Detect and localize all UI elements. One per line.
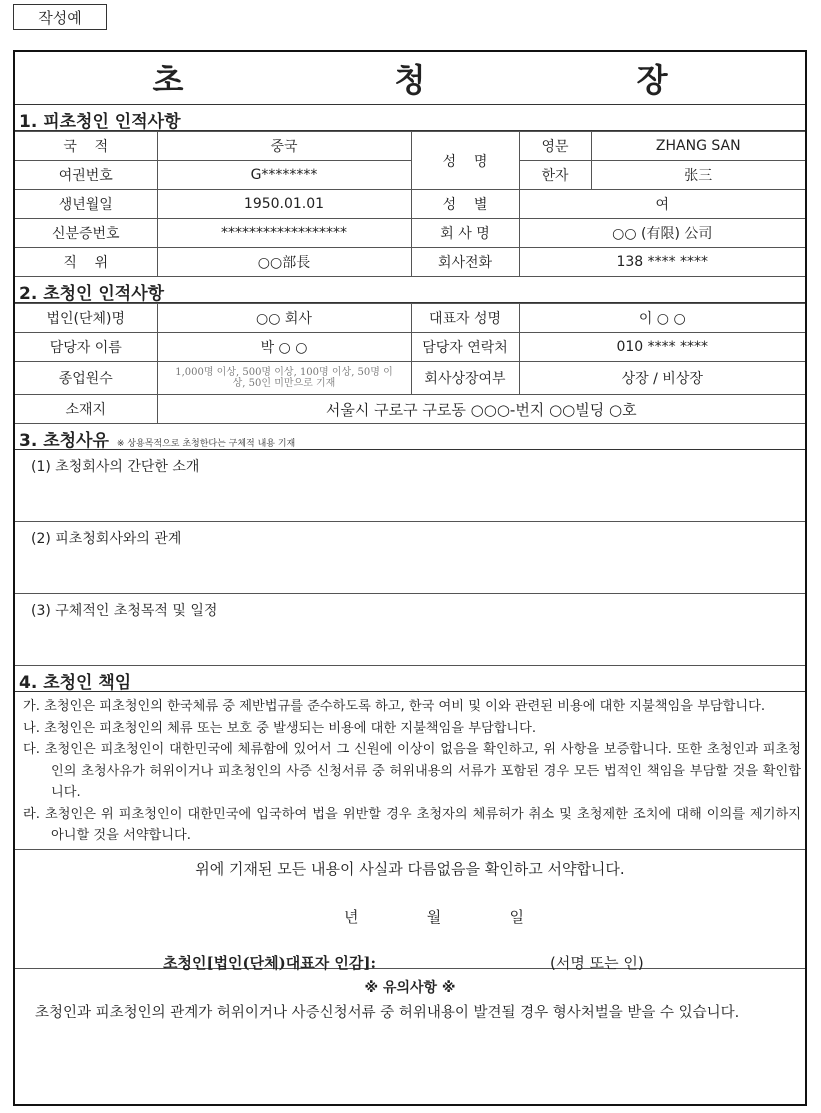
example-tag: 작성예 [13,4,107,30]
company-label: 회 사 명 [411,219,519,248]
passport-value: G******** [157,161,411,190]
section3-heading: 3. 초청사유 ※ 상용목적으로 초청한다는 구체적 내용 기재 [15,424,805,450]
rep-label: 대표자 성명 [411,304,519,333]
nationality-value: 중국 [157,132,411,161]
nationality-label: 국 적 [15,132,157,161]
signature-hint: (서명 또는 인) [550,953,644,972]
sex-label: 성 별 [411,190,519,219]
english-name: ZHANG SAN [591,132,805,161]
name-label: 성 명 [411,132,519,190]
employees-label: 종업원수 [15,362,157,395]
notice-text: 초청인과 피초청인의 관계가 허위이거나 사증신청서류 중 허위내용이 발견될 경우 형사처벌을 받을 수 있습니다. [35,1004,740,1021]
day-label: 일 [509,907,524,926]
company-phone-value: 138 **** **** [519,248,805,277]
sex-value: 여 [519,190,805,219]
address-label: 소재지 [15,395,157,424]
birth-value: 1950.01.01 [157,190,411,219]
company-value: ○○ (有限) 公司 [519,219,805,248]
id-label: 신분증번호 [15,219,157,248]
signer-label: 초청인[법인(단체)대표자 인감]: [163,953,377,972]
manager-contact-value: 010 **** **** [519,333,805,362]
position-value: ○○部長 [157,248,411,277]
id-value: ****************** [157,219,411,248]
rep-value: 이 ○ ○ [519,304,805,333]
address-value: 서울시 구로구 구로동 ○○○-번지 ○○빌딩 ○호 [157,395,805,424]
birth-label: 생년월일 [15,190,157,219]
chinese-name: 张三 [591,161,805,190]
month-label: 월 [426,907,442,926]
responsibility-list [15,692,805,850]
responsibility-d: 라. 초청인은 위 피초청인이 대한민국에 입국하여 법을 위반할 경우 초청자의 체류허가 취소 및 초청제한 조치에 대해 이의를 제기하지 아니할 것을 서약합니다. [23,806,801,843]
inviter-table [15,303,805,424]
year-label: 년 [344,907,359,926]
manager-value: 박 ○ ○ [157,333,411,362]
reason-purpose: (3) 구체적인 초청목적 및 일정 [15,594,805,666]
section3-note: ※ 상용목적으로 초청한다는 구체적 내용 기재 [116,439,296,449]
reason-relationship: (2) 피초청회사와의 관계 [15,522,805,594]
responsibility-c: 다. 초청인은 피초청인이 대한민국에 체류함에 있어서 그 신원에 이상이 없음을 확인하고, 위 사항을 보증합니다. 또한 초청인과 피초청인의 초청사유가 허위이거나 피초청인의 사증 신청서류 중 허위내용의 서류가 포함된 경우 모든 법적인 책임을 부담할 것을 확인합니다. [23,742,801,800]
responsibility-b: 나. 초청인은 피초청인의 체류 또는 보호 중 발생되는 비용에 대한 지불책임을 부담합니다. [23,720,537,736]
section1-heading: 1. 피초청인 인적사항 [15,105,805,131]
invitee-table [15,131,805,277]
position-label: 직 위 [15,248,157,277]
listed-value: 상장 / 비상장 [519,362,805,395]
english-label: 영문 [519,132,591,161]
listed-label: 회사상장여부 [411,362,519,395]
responsibility-a: 가. 초청인은 피초청인의 한국체류 중 제반법규를 준수하도록 하고, 한국 여비 및 이와 관련된 비용에 대한 지불책임을 부담합니다. [23,699,766,714]
confirmation [15,850,805,972]
manager-contact-label: 담당자 연락처 [411,333,519,362]
form-title: 초 청 장 [15,52,805,105]
reason-intro: (1) 초청회사의 간단한 소개 [15,450,805,522]
passport-label: 여권번호 [15,161,157,190]
date-fields [344,906,524,927]
invitation-form [13,50,807,1106]
chinese-label: 한자 [519,161,591,190]
company-phone-label: 회사전화 [411,248,519,277]
manager-label: 담당자 이름 [15,333,157,362]
section2-heading: 2. 초청인 인적사항 [15,277,805,303]
notice-heading: ※ 유의사항 ※ [364,979,456,996]
section4-heading: 4. 초청인 책임 [15,666,805,692]
corp-value: ○○ 회사 [157,304,411,333]
confirm-statement: 위에 기재된 모든 내용이 사실과 다름없음을 확인하고 서약합니다. [195,859,625,878]
employees-hint: 1,000명 이상, 500명 이상, 100명 이상, 50명 이상, 50인 미만으로 기재 [157,362,411,395]
corp-label: 법인(단체)명 [15,304,157,333]
